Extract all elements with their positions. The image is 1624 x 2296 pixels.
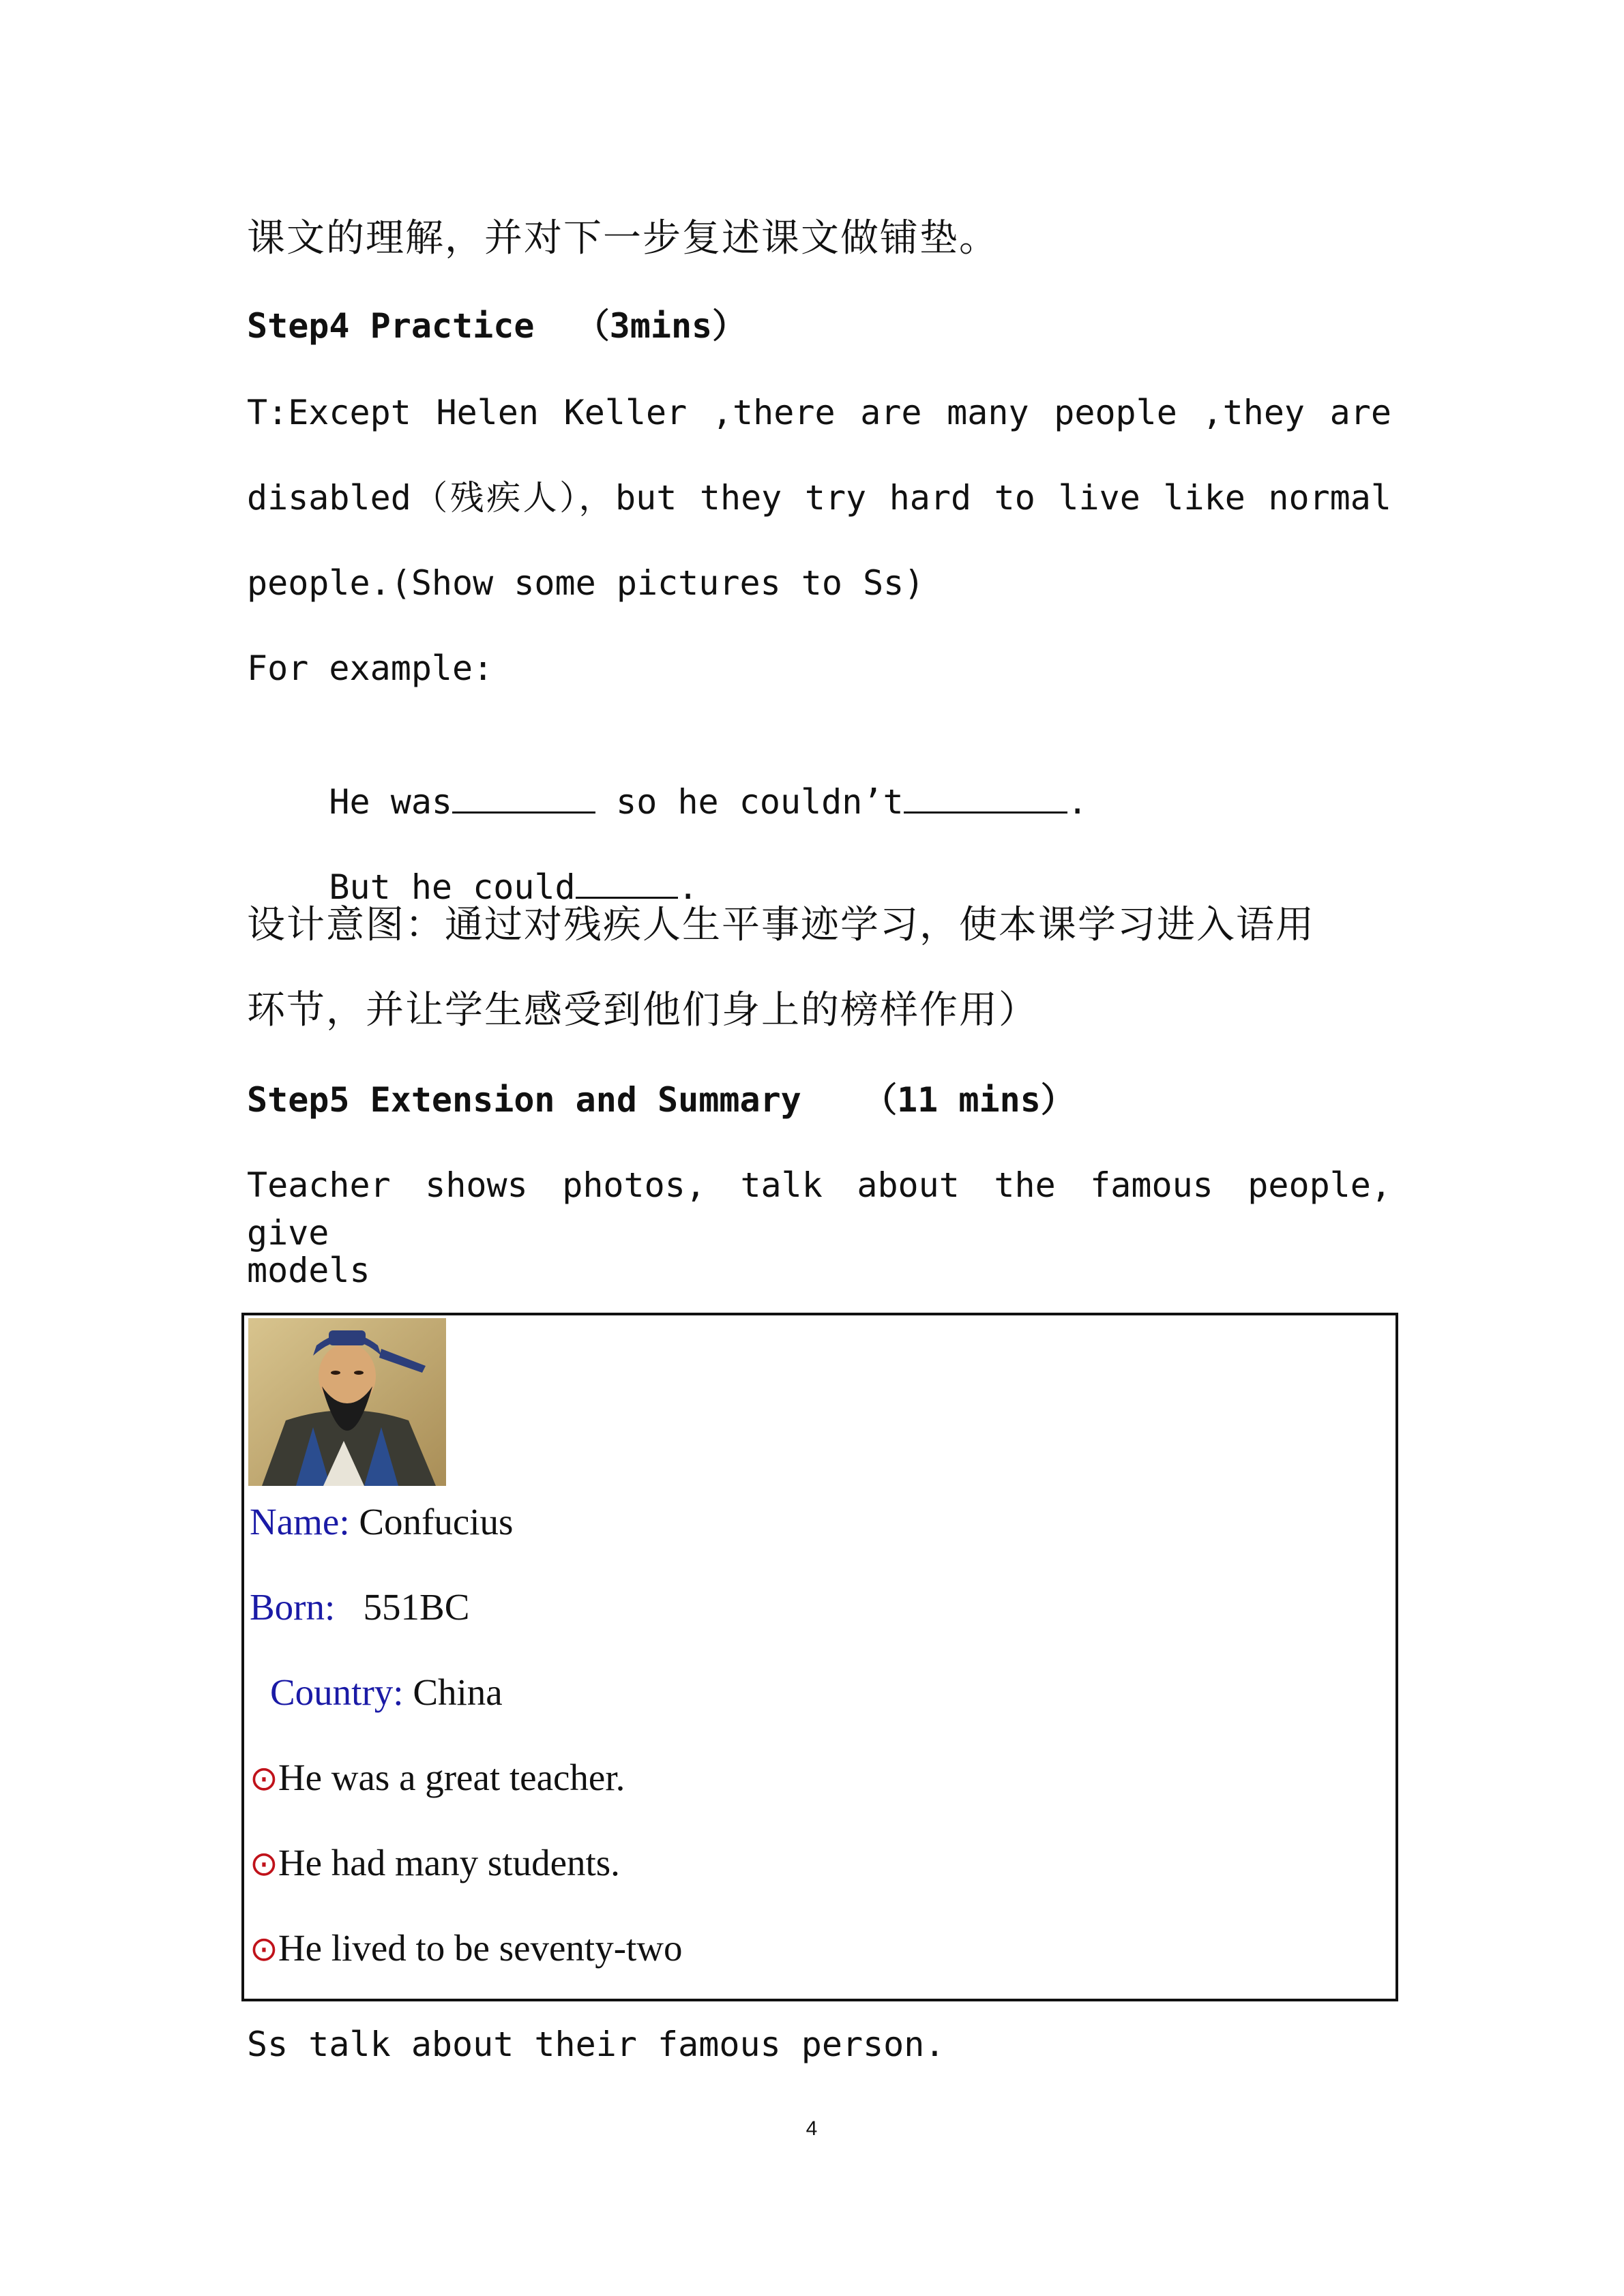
blank-3[interactable] [576,863,678,899]
fact-text: He had many students. [278,1842,620,1883]
fact-item [250,1924,683,1973]
country-label: Country: [270,1671,404,1713]
fill-sentence-2-part-a: But he could [329,867,576,907]
blank-2[interactable] [904,777,1067,814]
fact-text: He was a great teacher. [278,1757,625,1798]
blank-1[interactable] [452,777,595,814]
fill-sentence-1-part-a: He was [329,782,453,822]
confucius-portrait-image [248,1318,446,1486]
intro-line: 课文的理解，并对下一步复述课文做铺垫。 [247,216,999,260]
body-line-ss-talk: Ss talk about their famous person. [247,2025,945,2064]
name-label: Name: [250,1501,350,1542]
step5-heading: Step5 Extension and Summary （11 mins） [247,1080,1075,1120]
born-label: Born: [250,1586,336,1628]
born-row [250,1583,469,1631]
bullet-icon: ⊙ [250,1759,278,1798]
bullet-icon: ⊙ [250,1844,278,1883]
page-number: 4 [806,2117,818,2140]
fill-sentence-1-part-c: . [1067,782,1088,822]
country-value: China [403,1671,503,1713]
design-intent-line-1: 设计意图：通过对残疾人生平事迹学习，使本课学习进入语用 [247,903,1315,947]
famous-person-card [241,1313,1398,2001]
fact-item [250,1839,620,1888]
name-row [250,1498,513,1546]
fact-item [250,1754,625,1802]
name-value: Confucius [349,1501,514,1542]
design-intent-line-2: 环节，并让学生感受到他们身上的榜样作用） [247,988,1038,1032]
country-row [270,1669,503,1716]
body-line-disabled: disabled（残疾人），but they try hard to live like normal [247,478,1391,518]
body-line-teacher: Teacher shows photos, talk about the famous people, give [247,1165,1391,1253]
body-line-models: models [247,1251,370,1290]
body-line-people: people.(Show some pictures to Ss) [247,563,925,603]
fill-sentence-1-part-b: so he couldn’t [595,782,904,822]
bullet-icon: ⊙ [250,1929,278,1969]
step4-heading: Step4 Practice （3mins） [247,306,747,346]
born-value: 551BC [335,1586,470,1628]
body-line-except: T:Except Helen Keller ,there are many people ,they are [247,393,1391,432]
body-line-example: For example: [247,648,494,688]
fill-sentence-2-part-b: . [677,867,698,907]
fact-text: He lived to be seventy-two [278,1927,683,1969]
